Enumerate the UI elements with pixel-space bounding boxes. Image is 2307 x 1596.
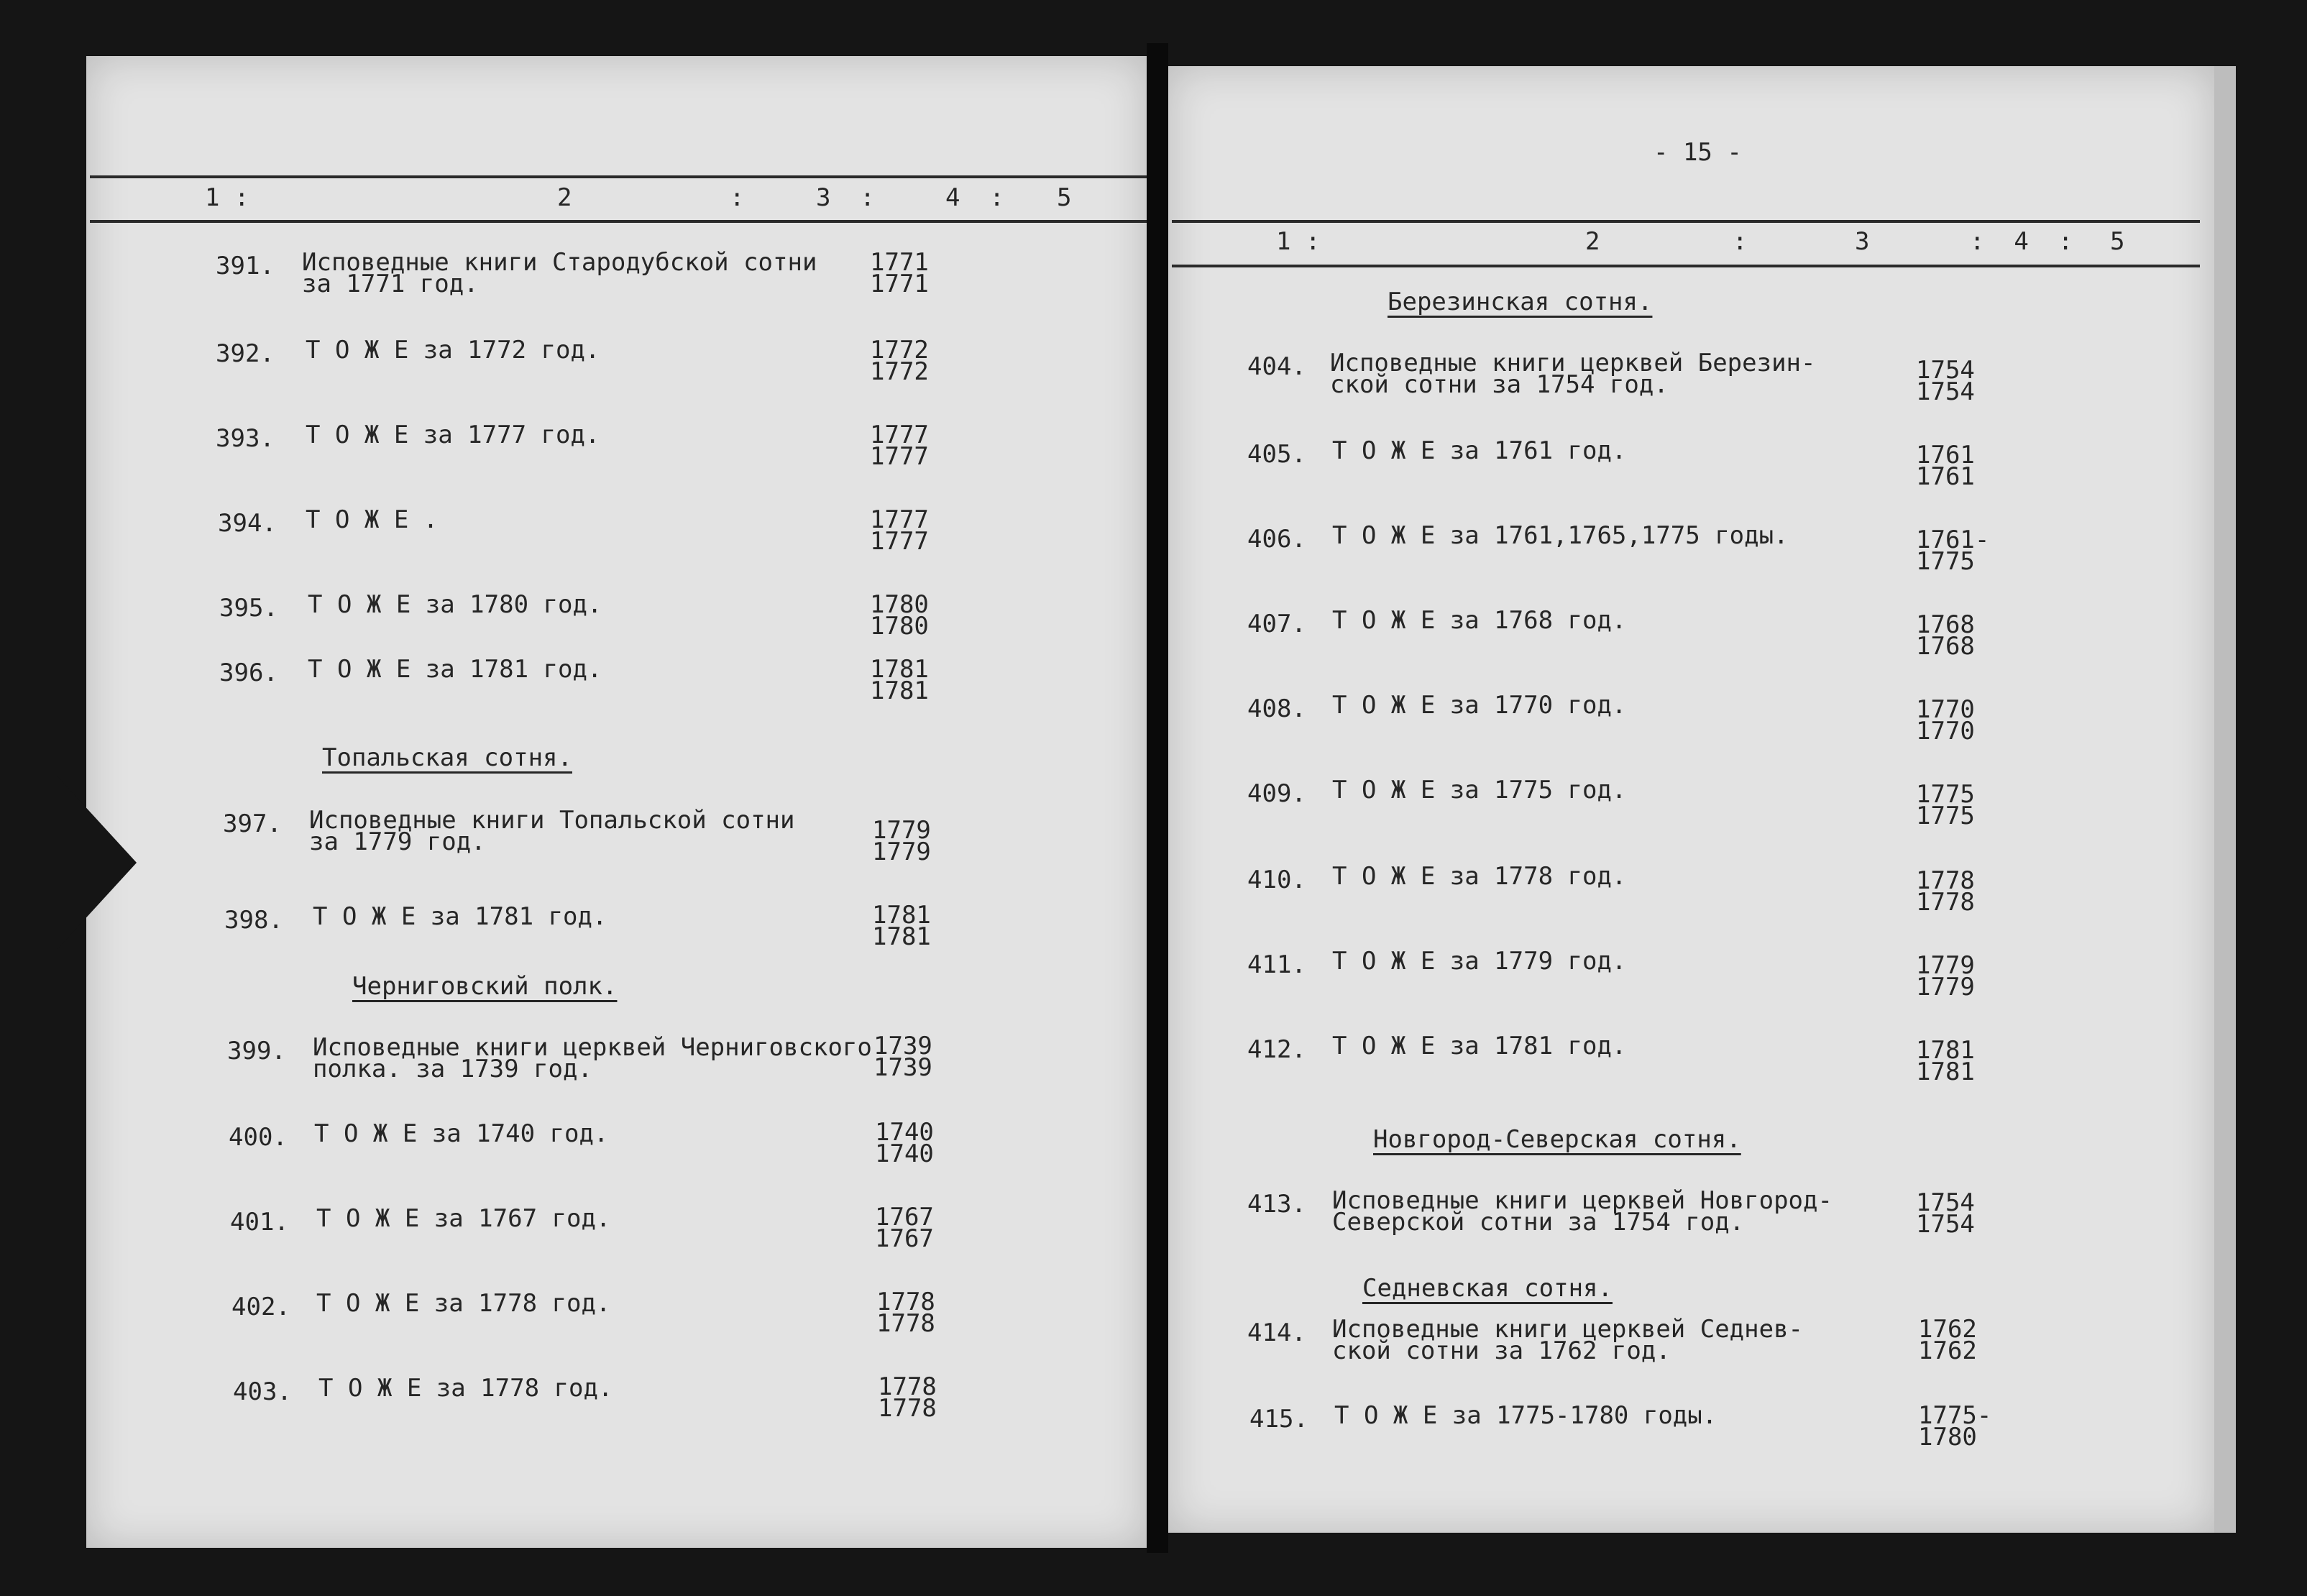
entry-text: Т О Ж Е . — [306, 505, 439, 534]
right-col-sep: : — [1733, 227, 1748, 256]
entry-years: 1777 1777 — [870, 421, 929, 471]
entry-text: Т О Ж Е за 1781 год. — [313, 902, 607, 931]
left-col-sep: : — [730, 183, 745, 212]
entry-number: 412. — [1247, 1035, 1306, 1064]
entry-years: 1779 1779 — [872, 816, 931, 866]
page-number: - 15 - — [1654, 138, 1742, 167]
entry-text: Т О Ж Е за 1777 год. — [306, 421, 600, 449]
entry-text: Т О Ж Е за 1761 год. — [1332, 436, 1627, 465]
entry-number: 401. — [230, 1208, 289, 1237]
entry-text: Т О Ж Е за 1778 год. — [318, 1374, 613, 1403]
entry-years: 1762 1762 — [1918, 1315, 1977, 1365]
right-page — [1168, 66, 2214, 1533]
entry-years: 1740 1740 — [875, 1118, 934, 1168]
entry-years: 1781 1781 — [872, 901, 931, 951]
left-col-1-header: 1 : — [205, 183, 249, 212]
entry-years: 1781 1781 — [870, 655, 929, 705]
entry-text: Т О Ж Е за 1780 год. — [308, 590, 602, 619]
book-spine — [1147, 43, 1168, 1553]
left-col-4-header: 4 : — [945, 183, 1004, 212]
entry-text: Т О Ж Е за 1768 год. — [1332, 606, 1627, 635]
entry-years: 1754 1754 — [1916, 356, 1975, 406]
entry-number: 404. — [1247, 352, 1306, 381]
section-heading: Новгород-Северская сотня. — [1373, 1125, 1741, 1154]
section-heading: Черниговский полк. — [352, 972, 618, 1001]
entry-number: 395. — [219, 594, 278, 623]
entry-years: 1775 1775 — [1916, 780, 1975, 830]
entry-number: 411. — [1247, 950, 1306, 979]
entry-text: Исповедные книги Топальской сотни за 1779 год. — [309, 806, 795, 856]
section-heading: Топальская сотня. — [322, 743, 572, 772]
entry-text: Т О Ж Е за 1767 год. — [316, 1204, 611, 1233]
section-heading: Седневская сотня. — [1362, 1274, 1613, 1303]
entry-years: 1780 1780 — [870, 590, 929, 641]
entry-years: 1778 1778 — [1916, 866, 1975, 917]
entry-number: 399. — [227, 1037, 286, 1065]
entry-text: Т О Ж Е за 1778 год. — [1332, 862, 1627, 891]
entry-number: 402. — [231, 1293, 290, 1321]
entry-years: 1772 1772 — [870, 336, 929, 386]
entry-number: 391. — [216, 252, 275, 280]
entry-number: 396. — [219, 659, 278, 687]
entry-text: Т О Ж Е за 1775 год. — [1332, 776, 1627, 804]
entry-number: 392. — [216, 339, 275, 368]
left-header-rule-top — [90, 175, 1147, 178]
right-header-rule-top — [1172, 220, 2200, 223]
right-col-2-header: 2 — [1585, 227, 1600, 256]
entry-text: Исповедные книги церквей Черниговского полка. за 1739 год. — [313, 1033, 872, 1083]
entry-number: 394. — [218, 509, 277, 538]
right-col-1-header: 1 : — [1276, 227, 1321, 256]
entry-text: Т О Ж Е за 1779 год. — [1332, 947, 1627, 976]
entry-years: 1775- 1780 — [1918, 1401, 1992, 1451]
entry-number: 406. — [1247, 525, 1306, 554]
entry-years: 1768 1768 — [1916, 610, 1975, 661]
entry-years: 1779 1779 — [1916, 951, 1975, 1001]
entry-years: 1781 1781 — [1916, 1036, 1975, 1086]
entry-years: 1754 1754 — [1916, 1188, 1975, 1239]
entry-years: 1761- 1775 — [1916, 526, 1990, 576]
entry-number: 400. — [229, 1123, 288, 1152]
entry-number: 407. — [1247, 610, 1306, 638]
entry-years: 1778 1778 — [876, 1288, 935, 1338]
entry-years: 1767 1767 — [875, 1203, 934, 1253]
entry-number: 398. — [224, 906, 283, 935]
right-col-3-header: 3 — [1855, 227, 1870, 256]
left-header-rule-bottom — [90, 220, 1147, 223]
entry-number: 409. — [1247, 779, 1306, 808]
entry-text: Исповедные книги церквей Березин- ской сотни за 1754 год. — [1330, 349, 1816, 399]
entry-text: Т О Ж Е за 1772 год. — [306, 336, 600, 364]
entry-text: Т О Ж Е за 1778 год. — [316, 1289, 611, 1318]
section-heading: Березинская сотня. — [1388, 288, 1653, 316]
entry-text: Т О Ж Е за 1770 год. — [1332, 691, 1627, 720]
entry-years: 1761 1761 — [1916, 441, 1975, 491]
page-tear — [58, 776, 137, 949]
entry-number: 415. — [1249, 1405, 1308, 1434]
entry-number: 405. — [1247, 440, 1306, 469]
right-col-4-header: : 4 : — [1970, 227, 2073, 256]
entry-number: 410. — [1247, 866, 1306, 894]
entry-text: Исповедные книги Стародубской сотни за 1771 год. — [302, 248, 817, 298]
entry-text: Т О Ж Е за 1740 год. — [314, 1119, 609, 1148]
page-edges — [2214, 66, 2236, 1533]
entry-number: 408. — [1247, 694, 1306, 723]
entry-text: Исповедные книги церквей Седнев- ской сотни за 1762 год. — [1332, 1315, 1804, 1365]
entry-number: 403. — [233, 1377, 292, 1406]
entry-text: Т О Ж Е за 1781 год. — [308, 655, 602, 684]
left-col-5-header: 5 — [1057, 183, 1072, 212]
left-col-3-header: 3 : — [816, 183, 904, 212]
left-col-2-header: 2 — [557, 183, 572, 212]
right-header-rule-bottom — [1172, 265, 2200, 267]
entry-number: 397. — [223, 810, 282, 838]
entry-text: Исповедные книги церквей Новгород- Северской сотни за 1754 год. — [1332, 1186, 1833, 1237]
entry-number: 413. — [1247, 1190, 1306, 1219]
entry-years: 1777 1777 — [870, 505, 929, 556]
entry-number: 393. — [216, 424, 275, 453]
entry-text: Т О Ж Е за 1775-1780 годы. — [1334, 1401, 1717, 1430]
entry-years: 1739 1739 — [873, 1032, 932, 1082]
entry-text: Т О Ж Е за 1781 год. — [1332, 1032, 1627, 1060]
entry-years: 1770 1770 — [1916, 695, 1975, 746]
entry-number: 414. — [1247, 1318, 1306, 1347]
entry-years: 1771 1771 — [870, 248, 929, 298]
entry-text: Т О Ж Е за 1761,1765,1775 годы. — [1332, 521, 1789, 550]
entry-years: 1778 1778 — [878, 1372, 937, 1423]
right-col-5-header: 5 — [2110, 227, 2125, 256]
